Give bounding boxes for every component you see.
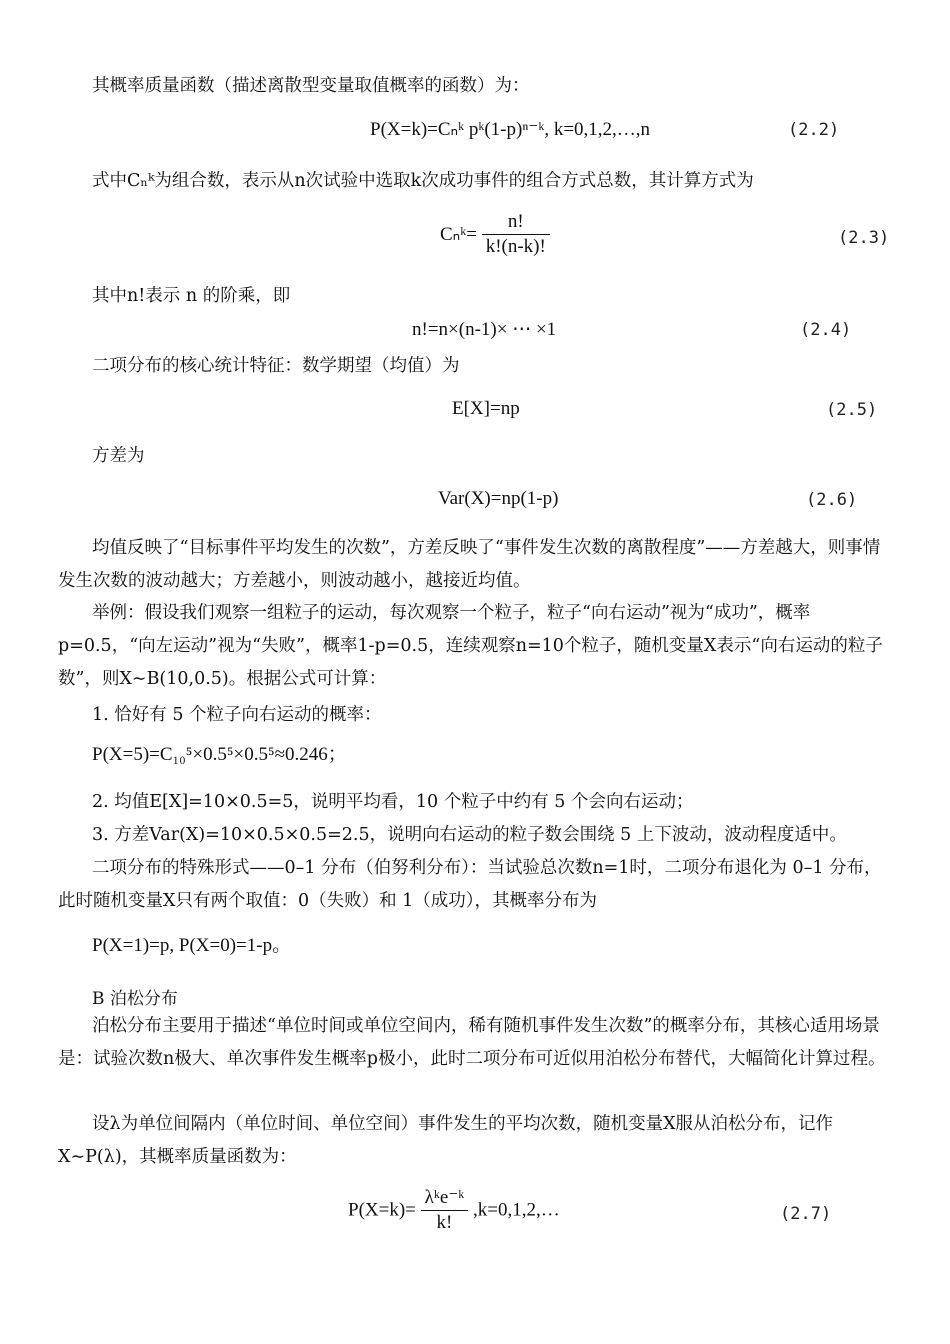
bernoulli-equation: P(X=1)=p, P(X=0)=1-p。 — [92, 935, 292, 956]
equation-2-7-denominator: k! — [436, 1212, 453, 1233]
equation-2-2: P(X=k)=Cₙᵏ pᵏ(1-p)ⁿ⁻ᵏ, k=0,1,2,…,n — [370, 119, 651, 140]
equation-2-3-denominator: k!(n-k)! — [485, 236, 546, 257]
intro-pmf-text: 其概率质量函数（描述离散型变量取值概率的函数）为： — [92, 76, 530, 96]
equation-2-5: E[X]=np — [452, 398, 520, 419]
section-heading-poisson: B 泊松分布 — [92, 989, 178, 1009]
equation-2-7-fraction — [421, 1186, 469, 1235]
equation-2-3-lhs: Cₙᵏ= — [440, 224, 477, 245]
equation-number-2-4: (2.4) — [800, 320, 852, 340]
expectation-text: 二项分布的核心统计特征：数学期望（均值）为 — [92, 356, 460, 376]
equation-2-3 — [440, 210, 550, 259]
mean-variance-explanation: 均值反映了“目标事件平均发生的次数”，方差反映了“事件发生次数的离散程度”——方差越大，则事情发生次数的波动越大；方差越小，则波动越小，越接近均值。 — [58, 538, 881, 591]
variance-text: 方差为 — [92, 446, 145, 466]
factorial-text: 其中n!表示 n 的阶乘，即 — [92, 286, 291, 306]
poisson-intro-paragraph: 泊松分布主要用于描述“单位时间或单位空间内，稀有随机事件发生次数”的概率分布，其核心适用场景是：试验次数n极大、单次事件发生概率p极小，此时二项分布可近似用泊松分布替代，大幅简化计算过程。 — [58, 1016, 886, 1069]
equation-2-3-fraction — [482, 210, 550, 259]
example-paragraph: 举例：假设我们观察一组粒子的运动，每次观察一个粒子，粒子“向右运动”视为“成功”，概率p=0.5，“向左运动”视为“失败”，概率1-p=0.5，连续观察n=10个粒子，随机变量X表示“向右运动的粒子数”，则X∼B(10,0.5)。根据公式可计算： — [58, 603, 883, 689]
equation-2-6: Var(X)=np(1-p) — [438, 488, 559, 509]
equation-2-7-rhs: ,k=0,1,2,… — [473, 1199, 560, 1221]
equation-number-2-5: (2.5) — [826, 400, 878, 420]
equation-number-2-6: (2.6) — [806, 490, 858, 510]
equation-2-7-lhs: P(X=k)= — [348, 1199, 416, 1221]
poisson-definition-paragraph: 设λ为单位间隔内（单位时间、单位空间）事件发生的平均次数，随机变量X服从泊松分布，记作X∼P(λ)，其概率质量函数为： — [58, 1114, 834, 1167]
equation-number-2-7: (2.7) — [780, 1204, 832, 1224]
equation-number-2-2: (2.2) — [788, 120, 840, 140]
combination-text: 式中Cₙᵏ为组合数，表示从n次试验中选取k次成功事件的组合方式总数，其计算方式为 — [92, 171, 754, 191]
example-item-1: 1. 恰好有 5 个粒子向右运动的概率： — [92, 705, 382, 725]
example-item-1-equation: P(X=5)=C₁₀⁵×0.5⁵×0.5⁵≈0.246； — [92, 744, 347, 765]
example-item-2: 2. 均值E[X]=10×0.5=5，说明平均看，10 个粒子中约有 5 个会向右运动； — [92, 792, 694, 812]
equation-number-2-3: (2.3) — [838, 228, 890, 248]
example-item-3: 3. 方差Var(X)=10×0.5×0.5=2.5，说明向右运动的粒子数会围绕 5 上下波动，波动程度适中。 — [92, 825, 847, 845]
bernoulli-paragraph: 二项分布的特殊形式——0–1 分布（伯努利分布）：当试验总次数n=1时，二项分布退化为 0–1 分布，此时随机变量X只有两个取值：0（失败）和 1（成功），其概率分布为 — [58, 858, 882, 911]
equation-2-7-numerator: λᵏe⁻ᵏ — [421, 1186, 469, 1211]
equation-2-4: n!=n×(n-1)× ⋯ ×1 — [412, 319, 557, 340]
equation-2-3-numerator: n! — [482, 210, 550, 235]
equation-2-7 — [348, 1186, 560, 1235]
